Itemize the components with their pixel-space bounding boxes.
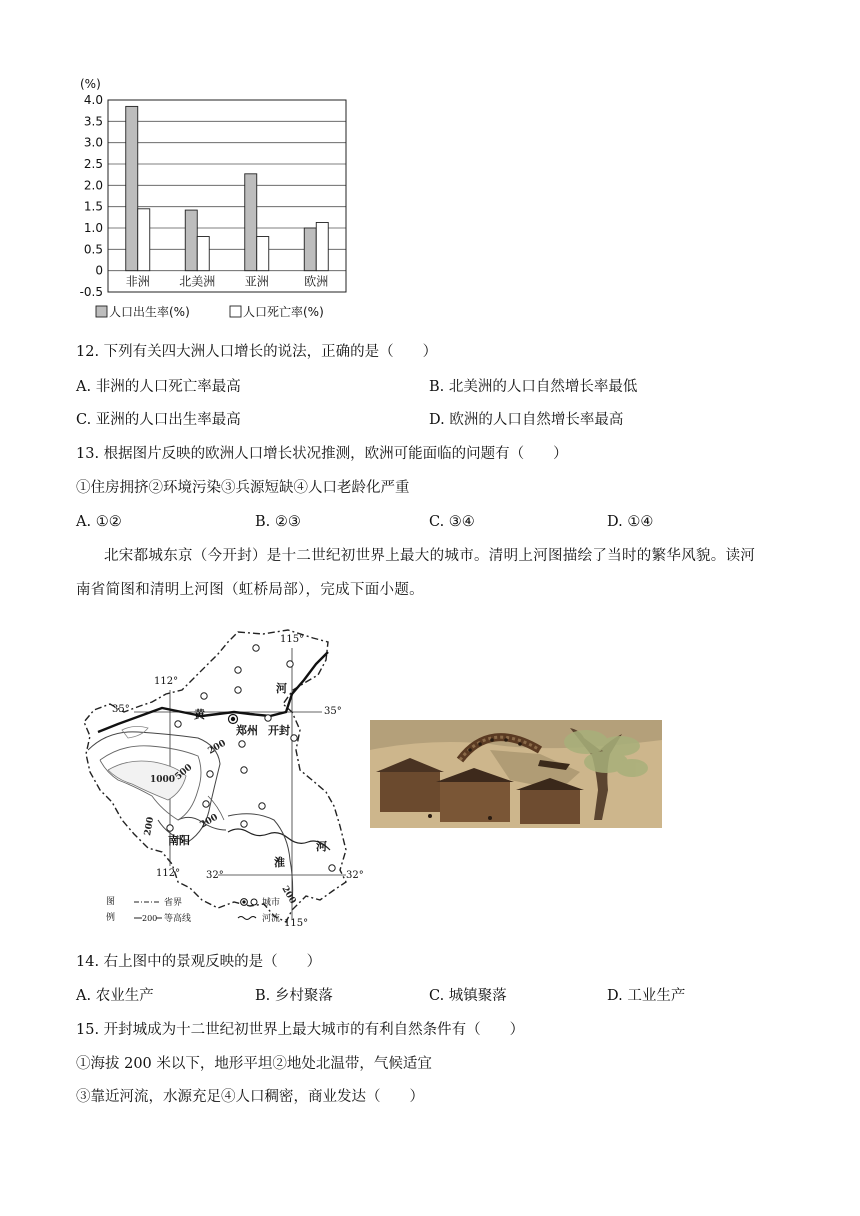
contour-label-200-a: 200 xyxy=(206,738,228,757)
q15-items-line-2: ③靠近河流，水源充足④人口稠密，商业发达（ ） xyxy=(76,1089,424,1105)
bar-death-rate xyxy=(138,209,150,271)
city-marker xyxy=(241,821,247,827)
city-marker xyxy=(203,801,209,807)
city-marker xyxy=(287,661,293,667)
passage-line-2: 南省简图和清明上河图（虹桥局部），完成下面小题。 xyxy=(76,582,424,598)
city-marker xyxy=(253,645,259,651)
bar-death-rate xyxy=(197,237,209,271)
figure xyxy=(504,738,508,742)
lon-label-112-top: 112° xyxy=(154,676,179,687)
figure xyxy=(468,748,472,752)
bar-birth-rate xyxy=(245,174,257,271)
lon-label-112-bottom: 112° xyxy=(156,868,181,879)
legend-city-label: 城市 xyxy=(262,898,281,908)
category-label: 非洲 xyxy=(125,274,150,289)
city-marker xyxy=(239,741,245,747)
house-right xyxy=(520,790,580,824)
q12-stem: 12. 下列有关四大洲人口增长的说法，正确的是（ ） xyxy=(76,344,438,360)
river-label-he-north: 河 xyxy=(276,682,287,695)
lat-label-35-left: 35° xyxy=(112,704,130,715)
painting-canvas xyxy=(370,720,662,828)
q14-option-c[interactable]: C. 城镇聚落 xyxy=(429,988,507,1004)
q13-items: ①住房拥挤②环境污染③兵源短缺④人口老龄化严重 xyxy=(76,480,410,496)
y-tick-label: 1.5 xyxy=(83,199,103,214)
y-tick-label: 2.5 xyxy=(83,157,103,171)
place-kaifeng: 开封 xyxy=(268,724,290,737)
legend-title-2: 例 xyxy=(106,913,116,923)
qingming-painting-image xyxy=(370,720,662,828)
legend-city-icon xyxy=(251,899,257,905)
q12-option-b[interactable]: B. 北美洲的人口自然增长率最低 xyxy=(429,379,638,395)
legend-contour-value: 200 xyxy=(142,914,158,923)
lon-label-115-bottom: 115° xyxy=(284,918,309,929)
legend-river-label: 河流 xyxy=(262,914,281,924)
y-tick-label: 3.0 xyxy=(83,135,103,150)
q14-stem: 14. 右上图中的景观反映的是（ ） xyxy=(76,954,322,970)
passage-line-1: 北宋都城东京（今开封）是十二世纪初世界上最大的城市。清明上河图描绘了当时的繁华风貌。读河 xyxy=(104,548,756,564)
kaifeng-marker xyxy=(265,715,271,721)
legend-swatch xyxy=(96,306,107,317)
y-tick-label: 1.0 xyxy=(83,221,103,235)
category-label: 欧洲 xyxy=(304,274,329,289)
river-label-he-south: 河 xyxy=(316,840,327,853)
legend-title-1: 图 xyxy=(106,897,116,907)
category-label: 北美洲 xyxy=(179,274,216,289)
figure xyxy=(490,738,494,742)
figure xyxy=(488,816,492,820)
q13-option-c[interactable]: C. ③④ xyxy=(429,514,475,530)
y-tick-label: 0 xyxy=(95,263,103,278)
chart-unit-label: (%) xyxy=(80,77,101,91)
y-tick-label: 2.0 xyxy=(83,178,103,193)
q12-option-a[interactable]: A. 非洲的人口死亡率最高 xyxy=(76,379,241,395)
city-marker xyxy=(241,767,247,773)
legend-label: 人口死亡率(%) xyxy=(243,305,324,319)
figure xyxy=(518,742,522,746)
city-marker xyxy=(235,667,241,673)
lat-label-32-right: 32° xyxy=(346,870,364,881)
contour-label-200-b: 200 xyxy=(198,812,220,831)
q13-stem: 13. 根据图片反映的欧洲人口增长状况推测，欧洲可能面临的问题有（ ） xyxy=(76,446,568,462)
house-left xyxy=(380,772,440,812)
bar-birth-rate xyxy=(126,106,138,270)
house-mid xyxy=(440,782,510,822)
willow-leaves xyxy=(616,759,648,777)
contour-label-200-c: 200 xyxy=(143,816,157,837)
river-label-huai: 淮 xyxy=(274,856,285,869)
lon-label-115-top: 115° xyxy=(280,634,305,645)
chart-canvas xyxy=(70,70,360,330)
y-tick-label: 3.5 xyxy=(83,114,103,129)
y-tick-label: 4.0 xyxy=(83,93,103,107)
lat-label-32-left: 32° xyxy=(206,870,224,881)
contour-label-1000: 1000 xyxy=(150,775,176,785)
henan-map xyxy=(78,620,368,930)
y-tick-label: -0.5 xyxy=(79,285,103,299)
q14-option-a[interactable]: A. 农业生产 xyxy=(76,988,154,1004)
city-marker xyxy=(329,865,335,871)
figure xyxy=(478,742,482,746)
q12-option-c[interactable]: C. 亚洲的人口出生率最高 xyxy=(76,412,241,428)
city-marker xyxy=(235,687,241,693)
q13-option-d[interactable]: D. ①④ xyxy=(607,514,654,530)
place-nanyang: 南阳 xyxy=(168,834,190,847)
nanyang-marker xyxy=(167,825,173,831)
zhengzhou-dot xyxy=(231,717,235,721)
city-marker xyxy=(201,693,207,699)
huai-river xyxy=(228,829,330,850)
legend-river-icon xyxy=(238,917,256,920)
willow-leaves xyxy=(564,730,608,754)
q15-items-line-1: ①海拔 200 米以下，地形平坦②地处北温带，气候适宜 xyxy=(76,1056,432,1072)
lat-label-35-right: 35° xyxy=(324,706,342,717)
q13-option-a[interactable]: A. ①② xyxy=(76,514,122,530)
city-marker xyxy=(207,771,213,777)
city-marker xyxy=(259,803,265,809)
bar-birth-rate xyxy=(185,210,197,271)
population-chart xyxy=(70,70,360,330)
y-tick-label: 0.5 xyxy=(83,242,103,257)
category-label: 亚洲 xyxy=(244,274,269,289)
legend-label: 人口出生率(%) xyxy=(109,305,190,319)
legend-province-label: 省界 xyxy=(164,898,183,908)
map-canvas xyxy=(78,620,368,930)
legend-swatch xyxy=(230,306,241,317)
q15-stem: 15. 开封城成为十二世纪初世界上最大城市的有利自然条件有（ ） xyxy=(76,1022,525,1038)
place-zhengzhou: 郑州 xyxy=(236,724,258,737)
q12-option-d[interactable]: D. 欧洲的人口自然增长率最高 xyxy=(429,412,624,428)
bar-death-rate xyxy=(316,222,328,270)
contour-label-500: 500 xyxy=(173,762,195,783)
bar-death-rate xyxy=(257,237,269,271)
legend-contour-label: 等高线 xyxy=(164,914,192,924)
river-label-huang: 黄 xyxy=(194,708,205,721)
contour-label-200-d: 200 xyxy=(279,884,298,906)
figure xyxy=(428,814,432,818)
city-marker xyxy=(291,735,297,741)
q14-option-b[interactable]: B. 乡村聚落 xyxy=(255,988,333,1004)
q14-option-d[interactable]: D. 工业生产 xyxy=(607,988,686,1004)
q13-option-b[interactable]: B. ②③ xyxy=(255,514,301,530)
city-marker xyxy=(175,721,181,727)
bar-birth-rate xyxy=(304,228,316,271)
legend-city-icon-major-dot xyxy=(242,900,245,903)
